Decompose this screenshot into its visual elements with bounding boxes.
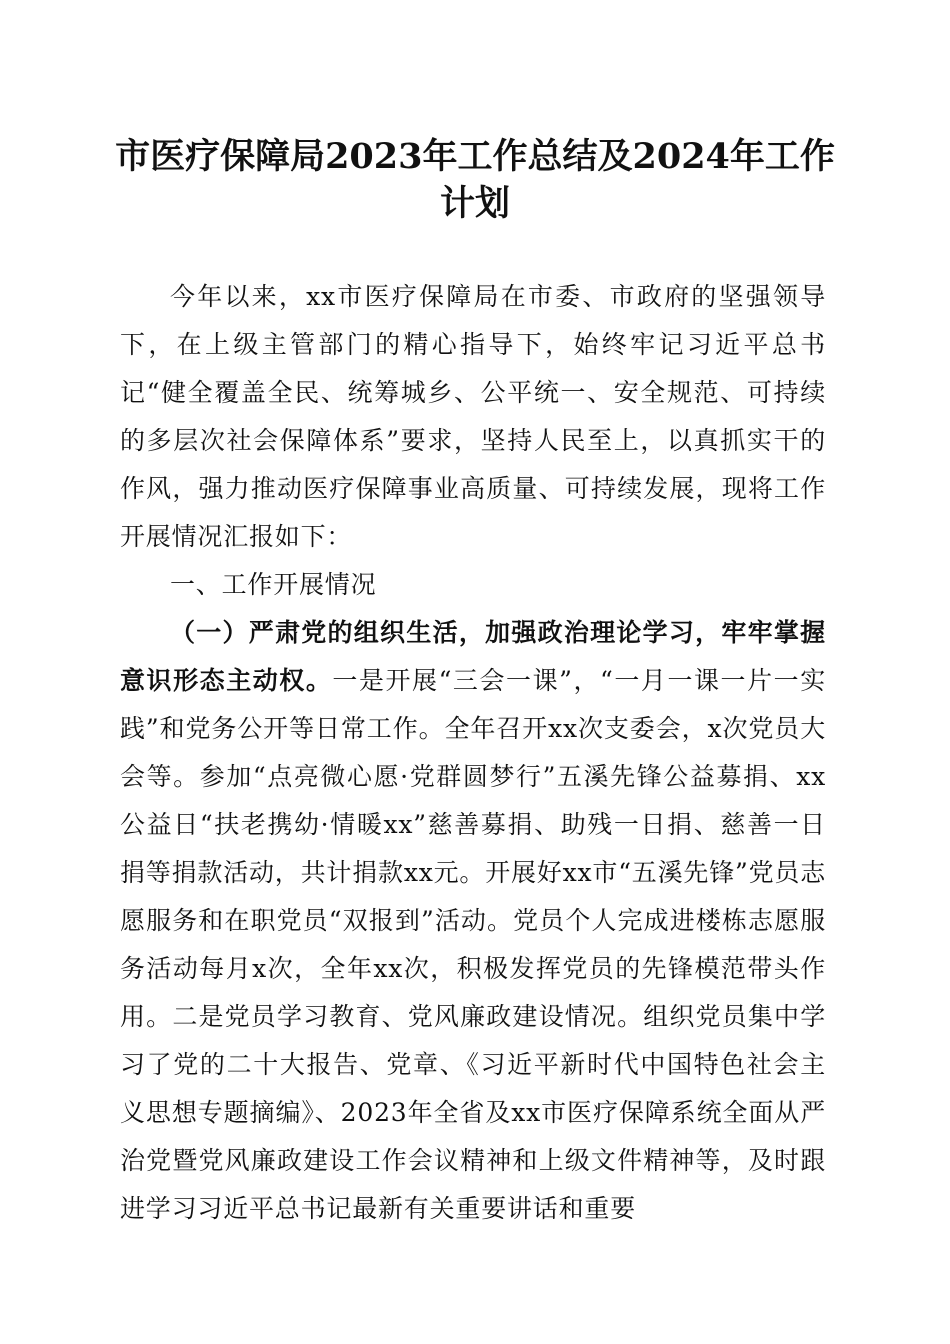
section-heading-work-progress: 一、工作开展情况	[170, 570, 377, 599]
document-body	[120, 273, 826, 1233]
document-title	[100, 133, 850, 227]
subsection-body-text: 一是开展“三会一课”，“一月一课一片一实践”和党务公开等日常工作。全年召开xx次支委会，x次党员大会等。参加“点亮微心愿·党群圆梦行”五溪先锋公益募捐、xx公益日“扶老携幼·情暖xx”慈善募捐、助残一日捐、慈善一日捐等捐款活动，共计捐款xx元。开展好xx市“五溪先锋”党员志愿服务和在职党员“双报到”活动。党员个人完成进楼栋志愿服务活动每月x次，全年xx次，积极发挥党员的先锋模范带头作用。二是党员学习教育、党风廉政建设情况。组织党员集中学习了党的二十大报告、党章、《习近平新时代中国特色社会主义思想专题摘编》、2023年全省及xx市医疗保障系统全面从严治党暨党风廉政建设工作会议精神和上级文件精神等，及时跟进学习习近平总书记最新有关重要讲话和重要	[120, 666, 826, 1223]
document-title-line-1: 市医疗保障局2023年工作总结及2024年工作	[115, 136, 835, 177]
subsection-paragraph-party-life	[120, 609, 826, 1233]
document-title-line-2: 计划	[439, 183, 510, 224]
subsection-lead-heading: （一）严肃党的组织生活，加强政治理论学习，牢牢掌握意识形态主动权。	[120, 618, 826, 695]
intro-paragraph: 今年以来，xx市医疗保障局在市委、市政府的坚强领导下，在上级主管部门的精心指导下，始终牢记习近平总书记“健全覆盖全民、统筹城乡、公平统一、安全规范、可持续的多层次社会保障体系”要求，坚持人民至上，以真抓实干的作风，强力推动医疗保障事业高质量、可持续发展，现将工作开展情况汇报如下：	[120, 282, 826, 551]
